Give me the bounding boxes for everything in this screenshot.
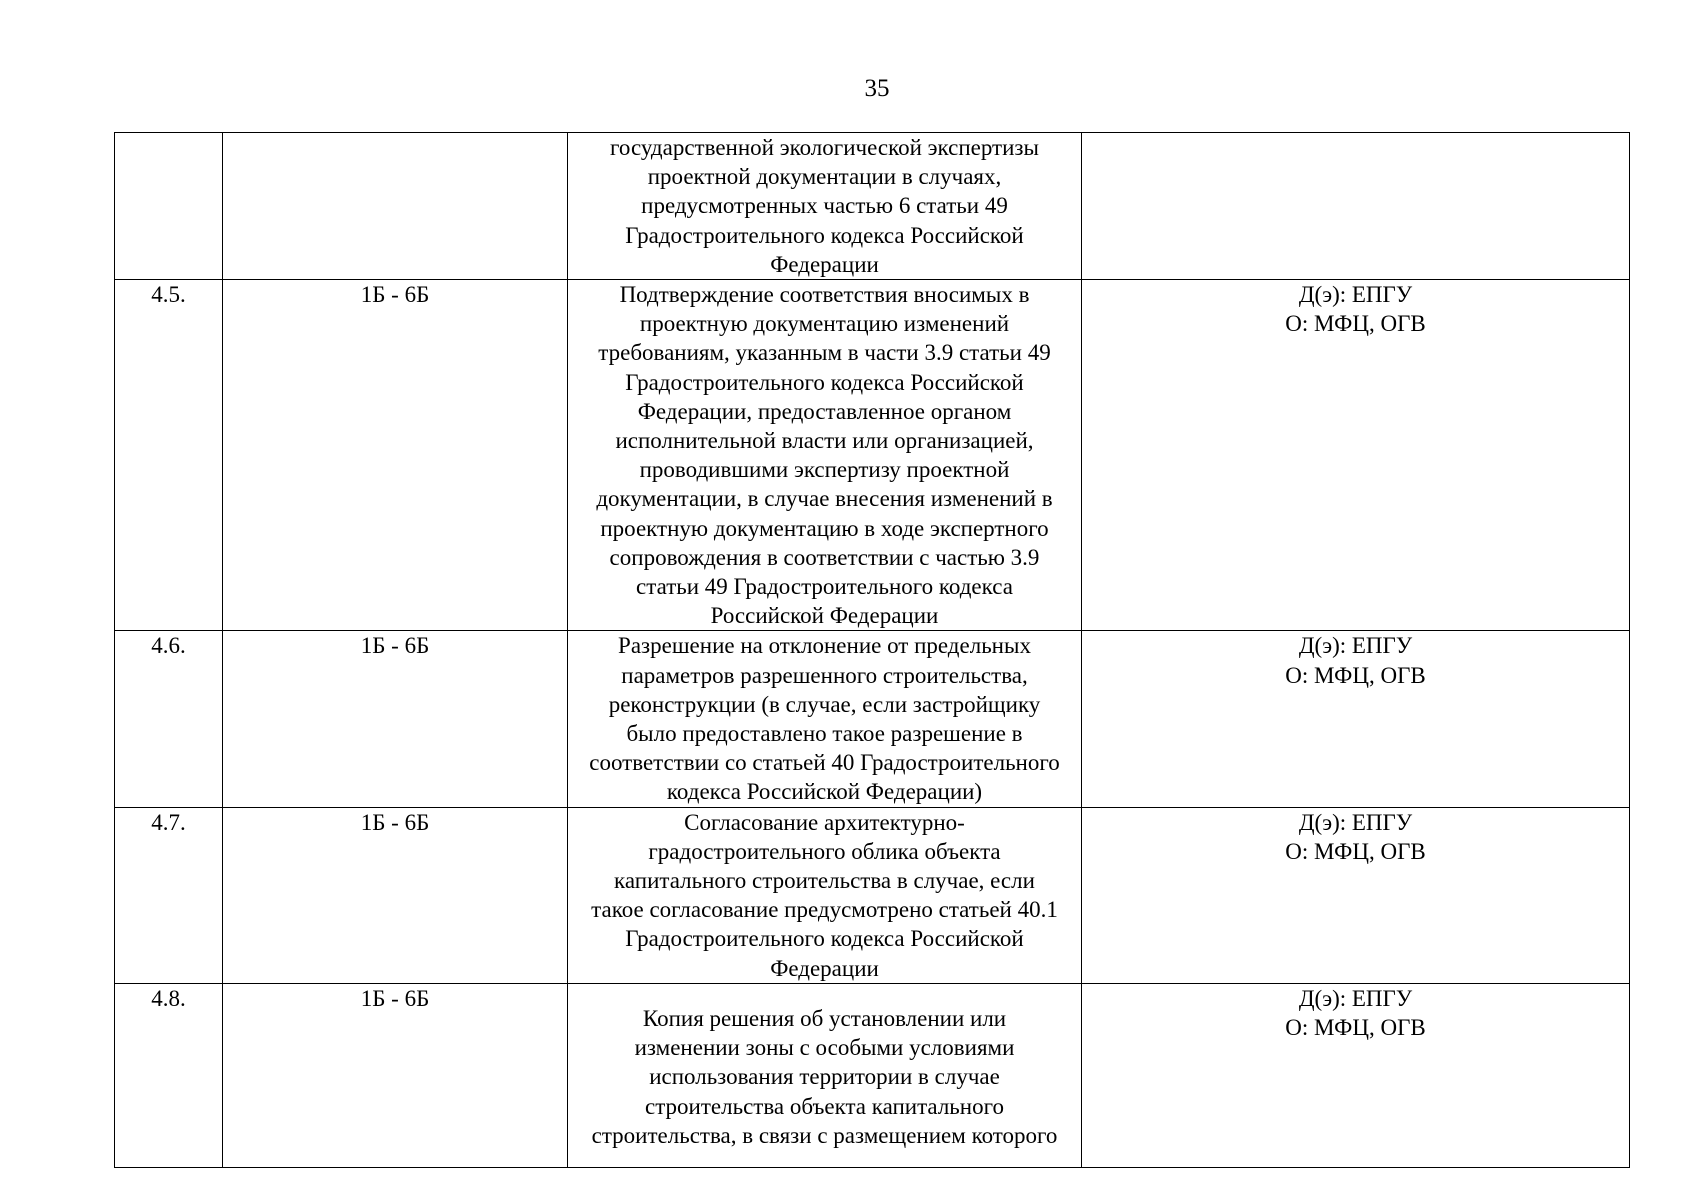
cell-submission-way [1082, 631, 1630, 807]
cell-submission-way [1082, 280, 1630, 631]
document-text: Разрешение на отклонение от предельных параметров разрешенного строительства, реконструкции (в случае, если застройщику было предоставлено такое разрешение в соответствии со статьей 40 Градостроительного кодекса Российской Федерации) [589, 633, 1060, 805]
submission-original: О: МФЦ, ОГВ [1285, 838, 1426, 864]
cell-number: 4.6. [115, 631, 223, 807]
submission-electronic: Д(э): ЕПГУ [1298, 809, 1413, 835]
cell-submission-way [1082, 983, 1630, 1167]
cell-submission-way [1082, 807, 1630, 983]
submission-electronic: Д(э): ЕПГУ [1298, 282, 1413, 308]
cell-number [115, 133, 223, 280]
cell-categories: 1Б - 6Б [223, 807, 568, 983]
cell-categories: 1Б - 6Б [223, 280, 568, 631]
cell-submission-way [1082, 133, 1630, 280]
submission-original: О: МФЦ, ОГВ [1285, 662, 1426, 688]
cell-document [568, 807, 1082, 983]
table-row [115, 631, 1630, 807]
table-row [115, 983, 1630, 1167]
document-text: Согласование архитектурно- градостроительного облика объекта капитального строительства в случае, если такое согласование предусмотрено статьей 40.1 Градостроительного кодекса Российской Федерации [591, 809, 1058, 981]
cell-document [568, 983, 1082, 1167]
submission-electronic: Д(э): ЕПГУ [1298, 985, 1413, 1011]
cell-document [568, 280, 1082, 631]
submission-original: О: МФЦ, ОГВ [1285, 311, 1426, 337]
document-text: Подтверждение соответствия вносимых в проектную документацию изменений требованиям, указанным в части 3.9 статьи 49 Градостроительного кодекса Российской Федерации, предоставленное органом исполнительной власти или организацией, проводившими экспертизу проектной документации, в случае внесения изменений в проектную документацию в ходе экспертного сопровождения в соответствии с частью 3.9 статьи 49 Градостроительного кодекса Российской Федерации [596, 282, 1053, 629]
document-text: Копия решения об установлении или изменении зоны с особыми условиями использования территории в случае строительства объекта капитального строительства, в связи с размещением которого [591, 1005, 1058, 1148]
cell-number: 4.5. [115, 280, 223, 631]
cell-categories: 1Б - 6Б [223, 631, 568, 807]
cell-categories: 1Б - 6Б [223, 983, 568, 1167]
document-text: государственной экологической экспертизы проектной документации в случаях, предусмотренных частью 6 статьи 49 Градостроительного кодекса Российской Федерации [610, 135, 1039, 277]
table-row-continuation [115, 133, 1630, 280]
cell-categories [223, 133, 568, 280]
submission-original: О: МФЦ, ОГВ [1285, 1015, 1426, 1041]
page-number: 35 [864, 75, 890, 102]
table-row [115, 807, 1630, 983]
cell-document [568, 631, 1082, 807]
documents-table [114, 132, 1630, 1168]
submission-electronic: Д(э): ЕПГУ [1298, 633, 1413, 659]
cell-number: 4.7. [115, 807, 223, 983]
cell-number: 4.8. [115, 983, 223, 1167]
cell-document [568, 133, 1082, 280]
table-row [115, 280, 1630, 631]
